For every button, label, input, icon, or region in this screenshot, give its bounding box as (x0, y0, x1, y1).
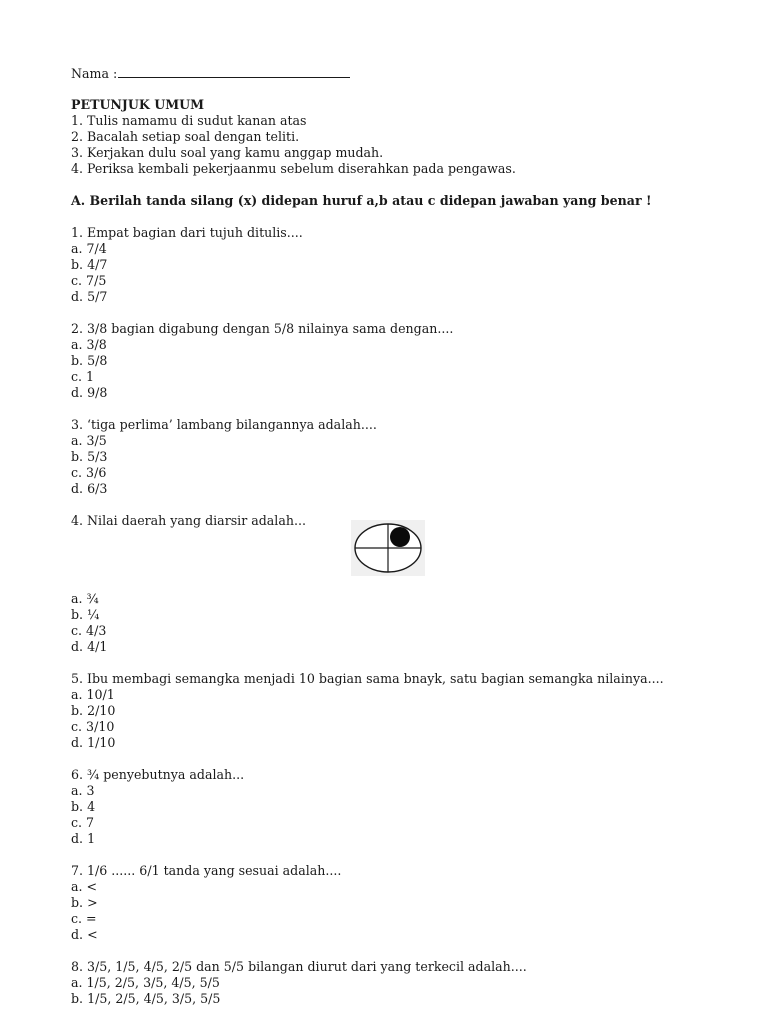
name-blank-line[interactable] (118, 65, 350, 78)
answer-option[interactable]: b. 5/8 (71, 353, 108, 368)
question-4-block (71, 513, 731, 529)
answer-option[interactable]: c. 7 (71, 815, 95, 830)
question-text: 6. ¾ penyebutnya adalah... (71, 767, 245, 782)
answer-option[interactable]: a. 7/4 (71, 241, 107, 256)
answer-option[interactable]: a. 3 (71, 783, 95, 798)
shaded-dot (390, 527, 410, 547)
name-label: Nama : (71, 66, 118, 81)
question-text: 4. Nilai daerah yang diarsir adalah... (71, 513, 306, 528)
question-text: 1. Empat bagian dari tujuh ditulis.... (71, 225, 303, 240)
instructions-title: PETUNJUK UMUM (71, 97, 205, 112)
section-a-title: A. Berilah tanda silang (x) didepan huruf a,b atau c didepan jawaban yang benar ! (71, 193, 652, 208)
answer-option[interactable]: a. < (71, 879, 98, 894)
answer-option[interactable]: d. 9/8 (71, 385, 108, 400)
answer-option[interactable]: a. 10/1 (71, 687, 115, 702)
name-row (71, 65, 731, 81)
answer-option[interactable]: b. > (71, 895, 98, 910)
answer-option[interactable]: c. 4/3 (71, 623, 107, 638)
shaded-circle-figure (351, 520, 425, 576)
answer-option[interactable]: b. 1/5, 2/5, 4/5, 3/5, 5/5 (71, 991, 221, 1006)
answer-option[interactable]: b. 2/10 (71, 703, 116, 718)
answer-option[interactable]: a. 3/5 (71, 433, 107, 448)
answer-option[interactable]: d. 6/3 (71, 481, 108, 496)
answer-option[interactable]: a. 1/5, 2/5, 3/5, 4/5, 5/5 (71, 975, 220, 990)
question-text: 2. 3/8 bagian digabung dengan 5/8 nilainya sama dengan.... (71, 321, 454, 336)
answer-option[interactable]: a. ¾ (71, 591, 99, 606)
answer-option[interactable]: d. 4/1 (71, 639, 108, 654)
answer-option[interactable]: d. < (71, 927, 98, 942)
answer-option[interactable]: b. 5/3 (71, 449, 108, 464)
answer-option[interactable]: c. 3/6 (71, 465, 107, 480)
answer-option[interactable]: d. 1/10 (71, 735, 116, 750)
instruction-item: 4. Periksa kembali pekerjaanmu sebelum diserahkan pada pengawas. (71, 161, 516, 176)
question-text: 8. 3/5, 1/5, 4/5, 2/5 dan 5/5 bilangan diurut dari yang terkecil adalah.... (71, 959, 527, 974)
instruction-item: 1. Tulis namamu di sudut kanan atas (71, 113, 307, 128)
answer-option[interactable]: d. 5/7 (71, 289, 108, 304)
answer-option[interactable]: d. 1 (71, 831, 96, 846)
circle-quarters-diagram (351, 520, 425, 576)
worksheet-page (71, 65, 731, 1007)
answer-option[interactable]: c. = (71, 911, 97, 926)
instruction-item: 3. Kerjakan dulu soal yang kamu anggap mudah. (71, 145, 384, 160)
answer-option[interactable]: b. 4 (71, 799, 96, 814)
answer-option[interactable]: a. 3/8 (71, 337, 107, 352)
question-text: 7. 1/6 ...... 6/1 tanda yang sesuai adalah.... (71, 863, 342, 878)
question-text: 5. Ibu membagi semangka menjadi 10 bagian sama bnayk, satu bagian semangka nilainya.... (71, 671, 664, 686)
answer-option[interactable]: c. 3/10 (71, 719, 115, 734)
instruction-item: 2. Bacalah setiap soal dengan teliti. (71, 129, 300, 144)
answer-option[interactable]: c. 1 (71, 369, 95, 384)
answer-option[interactable]: b. ¼ (71, 607, 100, 622)
answer-option[interactable]: b. 4/7 (71, 257, 108, 272)
answer-option[interactable]: c. 7/5 (71, 273, 107, 288)
question-text: 3. ‘tiga perlima’ lambang bilangannya adalah.... (71, 417, 377, 432)
